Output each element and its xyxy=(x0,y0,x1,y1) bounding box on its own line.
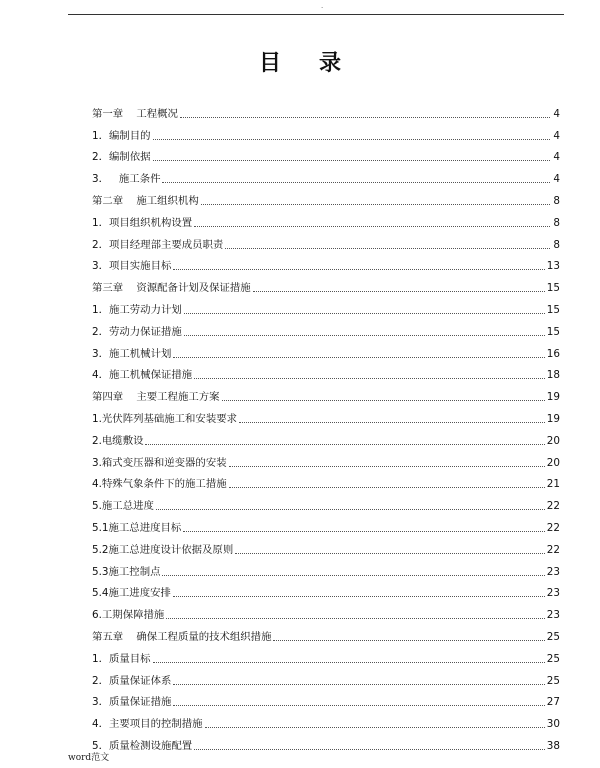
toc-entry[interactable] xyxy=(92,142,560,164)
toc-entry-label: 4．主要项目的控制措施 xyxy=(92,718,203,731)
toc-entry-page: 23 xyxy=(546,609,560,622)
toc-entry-page: 15 xyxy=(546,282,560,295)
toc-entry-page: 15 xyxy=(546,303,560,316)
toc-entry[interactable] xyxy=(92,338,560,360)
dot-leader xyxy=(229,466,545,467)
toc-entry-label: 1.光伏阵列基础施工和安装要求 xyxy=(92,412,237,425)
toc-entry-label: 第一章 工程概况 xyxy=(92,107,178,120)
toc-entry[interactable] xyxy=(92,294,560,316)
toc-entry[interactable] xyxy=(92,163,560,185)
toc-entry[interactable] xyxy=(92,687,560,709)
toc-entry-page: 25 xyxy=(546,630,560,643)
toc-entry[interactable] xyxy=(92,360,560,382)
toc-entry[interactable] xyxy=(92,512,560,534)
toc-entry-page: 8 xyxy=(553,238,560,251)
toc-entry-label: 3．质量保证措施 xyxy=(92,696,172,709)
toc-entry[interactable] xyxy=(92,120,560,142)
dot-leader xyxy=(235,553,545,554)
toc-entry-label: 5.施工总进度 xyxy=(92,500,154,513)
toc-entry-page: 16 xyxy=(546,347,560,360)
toc-entry[interactable] xyxy=(92,381,560,403)
toc-entry-label: 5.2施工总进度设计依据及原则 xyxy=(92,543,234,556)
dot-leader xyxy=(184,313,545,314)
toc-entry-page: 4 xyxy=(553,129,560,142)
toc-entry-label: 1．施工劳动力计划 xyxy=(92,303,182,316)
dot-leader xyxy=(153,160,550,161)
dot-leader xyxy=(184,335,545,336)
dot-leader xyxy=(162,182,550,183)
header-mark: . xyxy=(321,2,324,10)
toc-entry[interactable] xyxy=(92,272,560,294)
toc-entry[interactable] xyxy=(92,708,560,730)
toc-entry-label: 1．质量目标 xyxy=(92,652,151,665)
dot-leader xyxy=(153,662,545,663)
toc-entry[interactable] xyxy=(92,578,560,600)
dot-leader xyxy=(229,487,545,488)
dot-leader xyxy=(173,705,544,706)
toc-entry-page: 27 xyxy=(546,696,560,709)
toc-entry[interactable] xyxy=(92,425,560,447)
toc-entry[interactable] xyxy=(92,730,560,752)
toc-entry-page: 4 xyxy=(553,107,560,120)
header-rule xyxy=(68,14,564,15)
toc-entry-label: 5.4施工进度安排 xyxy=(92,587,171,600)
toc-entry-label: 2．劳动力保证措施 xyxy=(92,325,182,338)
toc-entry[interactable] xyxy=(92,185,560,207)
toc-entry-label: 3． 施工条件 xyxy=(92,173,161,186)
toc-entry-label: 3．施工机械计划 xyxy=(92,347,172,360)
toc-entry-page: 20 xyxy=(546,456,560,469)
toc-entry[interactable] xyxy=(92,534,560,556)
toc-entry-page: 4 xyxy=(553,151,560,164)
toc-entry-page: 25 xyxy=(546,674,560,687)
toc-entry-label: 5．质量检测设施配置 xyxy=(92,739,193,752)
dot-leader xyxy=(145,444,544,445)
dot-leader xyxy=(253,291,545,292)
toc-entry[interactable] xyxy=(92,251,560,273)
dot-leader xyxy=(180,117,550,118)
dot-leader xyxy=(173,684,544,685)
toc-entry-label: 2.电缆敷设 xyxy=(92,434,144,447)
dot-leader xyxy=(166,618,545,619)
toc-entry[interactable] xyxy=(92,403,560,425)
toc-entry-page: 18 xyxy=(546,369,560,382)
toc-entry-label: 第二章 施工组织机构 xyxy=(92,194,199,207)
toc-entry[interactable] xyxy=(92,469,560,491)
toc-entry-label: 第三章 资源配备计划及保证措施 xyxy=(92,282,251,295)
toc-entry[interactable] xyxy=(92,665,560,687)
toc-entry[interactable] xyxy=(92,98,560,120)
toc-entry-label: 2．项目经理部主要成员职责 xyxy=(92,238,224,251)
toc-entry[interactable] xyxy=(92,207,560,229)
table-of-contents xyxy=(92,98,560,752)
toc-entry-page: 22 xyxy=(546,543,560,556)
dot-leader xyxy=(194,378,545,379)
toc-entry-page: 15 xyxy=(546,325,560,338)
toc-entry-label: 2．编制依据 xyxy=(92,151,151,164)
toc-entry-label: 4．施工机械保证措施 xyxy=(92,369,193,382)
dot-leader xyxy=(201,204,550,205)
toc-entry-label: 6.工期保障措施 xyxy=(92,609,165,622)
toc-entry[interactable] xyxy=(92,229,560,251)
toc-entry-page: 38 xyxy=(546,739,560,752)
dot-leader xyxy=(173,357,544,358)
page-title: 目录 xyxy=(258,51,379,76)
dot-leader xyxy=(173,596,545,597)
toc-entry-label: 5.1施工总进度目标 xyxy=(92,521,182,534)
toc-entry-page: 22 xyxy=(546,521,560,534)
toc-entry-page: 4 xyxy=(553,173,560,186)
toc-entry-label: 1．编制目的 xyxy=(92,129,151,142)
toc-entry-label: 2．质量保证体系 xyxy=(92,674,172,687)
dot-leader xyxy=(194,749,545,750)
dot-leader xyxy=(239,422,545,423)
toc-entry-label: 第四章 主要工程施工方案 xyxy=(92,391,220,404)
dot-leader xyxy=(225,248,550,249)
toc-entry-page: 19 xyxy=(546,391,560,404)
toc-entry-label: 第五章 确保工程质量的技术组织措施 xyxy=(92,630,272,643)
toc-entry-page: 21 xyxy=(546,478,560,491)
toc-entry-label: 3.箱式变压器和逆变器的安装 xyxy=(92,456,227,469)
dot-leader xyxy=(194,226,550,227)
dot-leader xyxy=(222,400,545,401)
dot-leader xyxy=(173,269,544,270)
toc-entry-page: 8 xyxy=(553,194,560,207)
toc-entry[interactable] xyxy=(92,643,560,665)
dot-leader xyxy=(162,575,544,576)
toc-entry-label: 4.特殊气象条件下的施工措施 xyxy=(92,478,227,491)
dot-leader xyxy=(273,640,544,641)
dot-leader xyxy=(183,531,545,532)
toc-entry-page: 13 xyxy=(546,260,560,273)
toc-entry-label: 3．项目实施目标 xyxy=(92,260,172,273)
toc-entry-page: 19 xyxy=(546,412,560,425)
toc-entry-label: 5.3施工控制点 xyxy=(92,565,161,578)
toc-entry[interactable] xyxy=(92,316,560,338)
toc-entry[interactable] xyxy=(92,621,560,643)
toc-entry-label: 1．项目组织机构设置 xyxy=(92,216,193,229)
footer-text: word范文 xyxy=(68,753,110,763)
toc-entry[interactable] xyxy=(92,447,560,469)
toc-entry-page: 25 xyxy=(546,652,560,665)
toc-entry[interactable] xyxy=(92,599,560,621)
dot-leader xyxy=(156,509,545,510)
toc-entry-page: 30 xyxy=(546,718,560,731)
toc-entry-page: 22 xyxy=(546,500,560,513)
toc-entry-page: 20 xyxy=(546,434,560,447)
toc-entry[interactable] xyxy=(92,556,560,578)
dot-leader xyxy=(153,139,550,140)
toc-entry-page: 23 xyxy=(546,565,560,578)
toc-entry[interactable] xyxy=(92,490,560,512)
toc-entry-page: 23 xyxy=(546,587,560,600)
dot-leader xyxy=(205,727,545,728)
toc-entry-page: 8 xyxy=(553,216,560,229)
